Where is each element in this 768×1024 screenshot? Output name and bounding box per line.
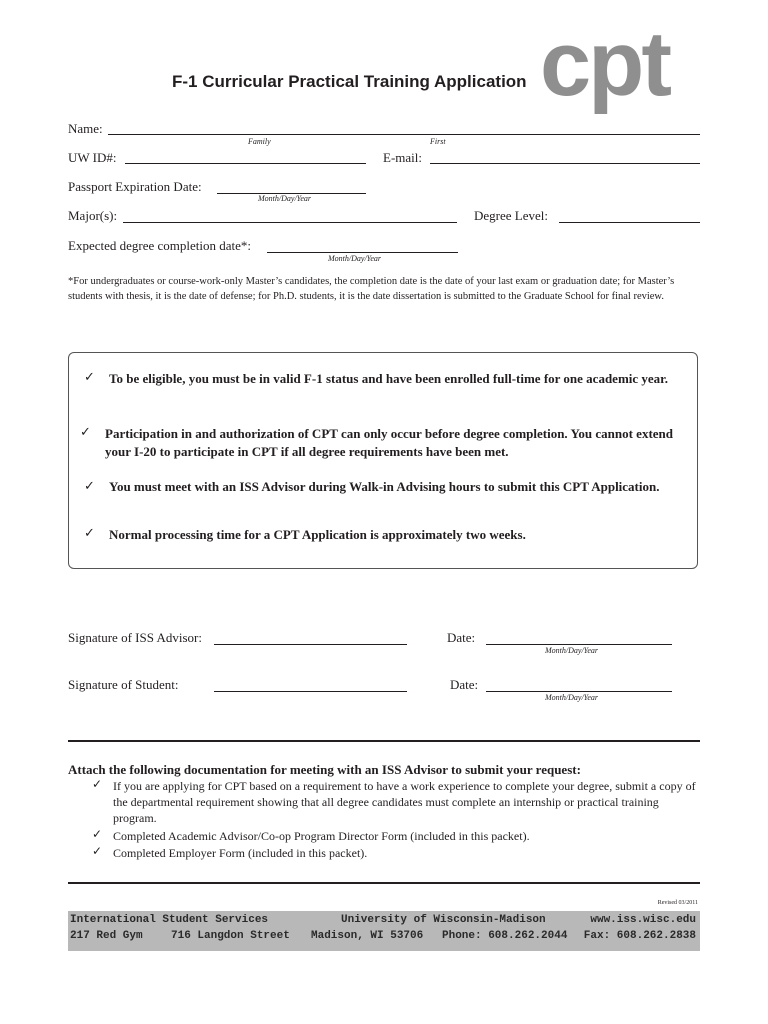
check-icon: ✓ bbox=[92, 844, 103, 858]
footer-org: International Student Services bbox=[70, 914, 269, 926]
name-label: Name: bbox=[68, 121, 103, 136]
major-field[interactable] bbox=[123, 222, 457, 223]
expected-date-label: Expected degree completion date*: bbox=[68, 238, 252, 253]
student-signature-field[interactable] bbox=[214, 691, 407, 692]
eligibility-item: Participation in and authorization of CPT can only occur before degree completion. You cannot extend your I-20 to participate in CPT if all degree requirements have been met. bbox=[105, 426, 674, 459]
footer-band bbox=[68, 911, 700, 951]
footer-address-1: 217 Red Gym bbox=[70, 930, 143, 942]
student-date-sublabel: Month/Day/Year bbox=[545, 693, 599, 702]
passport-label: Passport Expiration Date: bbox=[68, 179, 202, 194]
attach-item: Completed Employer Form (included in this packet). bbox=[113, 846, 368, 860]
eligibility-item: To be eligible, you must be in valid F-1 status and have been enrolled full-time for one academic year. bbox=[109, 371, 669, 386]
family-sublabel: Family bbox=[248, 137, 271, 146]
footer-phone: Phone: 608.262.2044 bbox=[442, 930, 568, 942]
advisor-date-field[interactable] bbox=[486, 644, 672, 645]
first-sublabel: First bbox=[430, 137, 446, 146]
check-icon: ✓ bbox=[84, 478, 95, 493]
advisor-date-label: Date: bbox=[447, 630, 476, 645]
footer-website[interactable]: www.iss.wisc.edu bbox=[590, 914, 696, 926]
attach-heading: Attach the following documentation for meeting with an ISS Advisor to submit your request: bbox=[68, 762, 581, 777]
attach-item: If you are applying for CPT based on a requirement to have a work experience to complete your degree, submit a copy of the departmental requirement showing that all degree candidates must complete an internship or practical training program. bbox=[113, 779, 696, 825]
check-icon: ✓ bbox=[92, 777, 103, 791]
revised-date: Revised 03/2011 bbox=[657, 900, 698, 906]
footnote: *For undergraduates or course-work-only Master’s candidates, the completion date is the date of your last exam or graduation date; for Master’s students with thesis, it is the date of defense; for Ph.D. students, it is the date dissertation is submitted to the Graduate School for final review. bbox=[68, 276, 675, 302]
expected-date-field[interactable] bbox=[267, 252, 458, 253]
eligibility-item: Normal processing time for a CPT Application is approximately two weeks. bbox=[109, 527, 526, 542]
major-label: Major(s): bbox=[68, 208, 118, 223]
advisor-date-sublabel: Month/Day/Year bbox=[545, 646, 599, 655]
check-icon: ✓ bbox=[92, 827, 103, 841]
passport-date-sublabel: Month/Day/Year bbox=[258, 194, 312, 203]
student-date-field[interactable] bbox=[486, 691, 672, 692]
footer-fax: Fax: 608.262.2838 bbox=[583, 930, 696, 942]
cpt-logo: cpt bbox=[540, 13, 669, 115]
advisor-signature-field[interactable] bbox=[214, 644, 407, 645]
footer-city: Madison, WI 53706 bbox=[311, 930, 424, 942]
email-label: E-mail: bbox=[383, 150, 422, 165]
advisor-signature-label: Signature of ISS Advisor: bbox=[68, 630, 202, 645]
email-field[interactable] bbox=[430, 163, 700, 164]
divider bbox=[68, 740, 700, 742]
check-icon: ✓ bbox=[80, 424, 91, 439]
degree-level-label: Degree Level: bbox=[474, 208, 548, 223]
student-date-label: Date: bbox=[450, 677, 479, 692]
degree-level-field[interactable] bbox=[559, 222, 700, 223]
student-signature-label: Signature of Student: bbox=[68, 677, 179, 692]
eligibility-item: You must meet with an ISS Advisor during Walk-in Advising hours to submit this CPT Application. bbox=[109, 479, 660, 494]
check-icon: ✓ bbox=[84, 369, 95, 384]
uw-id-label: UW ID#: bbox=[68, 150, 117, 165]
check-icon: ✓ bbox=[84, 525, 95, 540]
expected-date-sublabel: Month/Day/Year bbox=[328, 254, 382, 263]
attach-item: Completed Academic Advisor/Co-op Program Director Form (included in this packet). bbox=[113, 829, 530, 843]
divider bbox=[68, 882, 700, 884]
page-title: F-1 Curricular Practical Training Application bbox=[172, 72, 527, 91]
name-field[interactable] bbox=[108, 134, 700, 135]
uw-id-field[interactable] bbox=[125, 163, 366, 164]
footer-university: University of Wisconsin-Madison bbox=[341, 914, 546, 926]
footer-address-2: 716 Langdon Street bbox=[171, 930, 290, 942]
